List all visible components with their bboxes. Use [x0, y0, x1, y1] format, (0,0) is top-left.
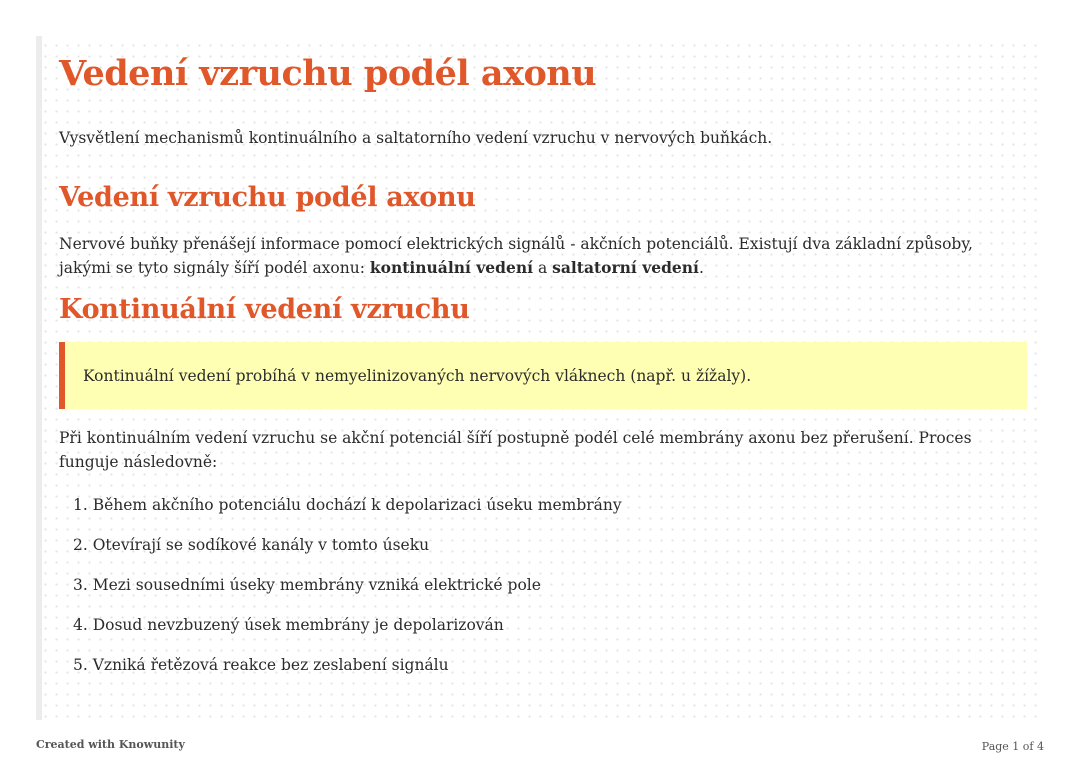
callout-text: Kontinuální vedení probíhá v nemyelinizovaných nervových vláknech (např. u žížaly).: [83, 366, 752, 385]
paper-edge: [36, 36, 42, 720]
intro-bold-saltatory: saltatorní vedení: [552, 258, 699, 277]
page-number: Page 1 of 4: [981, 740, 1044, 753]
document-content: [59, 36, 1029, 693]
list-item: 5. Vzniká řetězová reakce bez zeslabení signálu: [73, 656, 449, 674]
list-item: 2. Otevírají se sodíkové kanály v tomto úseku: [73, 536, 430, 554]
intro-bold-continuous: kontinuální vedení: [369, 258, 534, 277]
section-heading-axon: Vedení vzruchu podél axonu: [59, 182, 476, 213]
intro-text-before: Nervové buňky přenášejí informace pomocí elektrických signálů - akčních potenciálů. Existují dva základní způsoby, jakými se tyto signály šíří podél axonu:: [59, 235, 973, 277]
intro-text-after: .: [698, 259, 704, 277]
highlight-callout: [59, 342, 1027, 409]
list-item: 4. Dosud nevzbuzený úsek membrány je depolarizován: [73, 616, 504, 634]
lead-paragraph: Vysvětlení mechanismů kontinuálního a saltatorního vedení vzruchu v nervových buňkách.: [59, 129, 773, 147]
intro-text-middle: a: [533, 259, 553, 277]
steps-list: [59, 493, 1029, 677]
document-title: Vedení vzruchu podél axonu: [59, 53, 597, 94]
list-item: 3. Mezi sousedními úseky membrány vzniká elektrické pole: [73, 576, 541, 594]
footer-brand: Created with Knowunity: [36, 738, 185, 751]
section-heading-continuous: Kontinuální vedení vzruchu: [59, 294, 470, 325]
intro-paragraph: [59, 232, 1029, 280]
list-item: 1. Během akčního potenciálu dochází k depolarizaci úseku membrány: [73, 496, 622, 514]
process-paragraph: Při kontinuálním vedení vzruchu se akční potenciál šíří postupně podél celé membrány axonu bez přerušení. Proces funguje následovně:: [59, 429, 972, 471]
